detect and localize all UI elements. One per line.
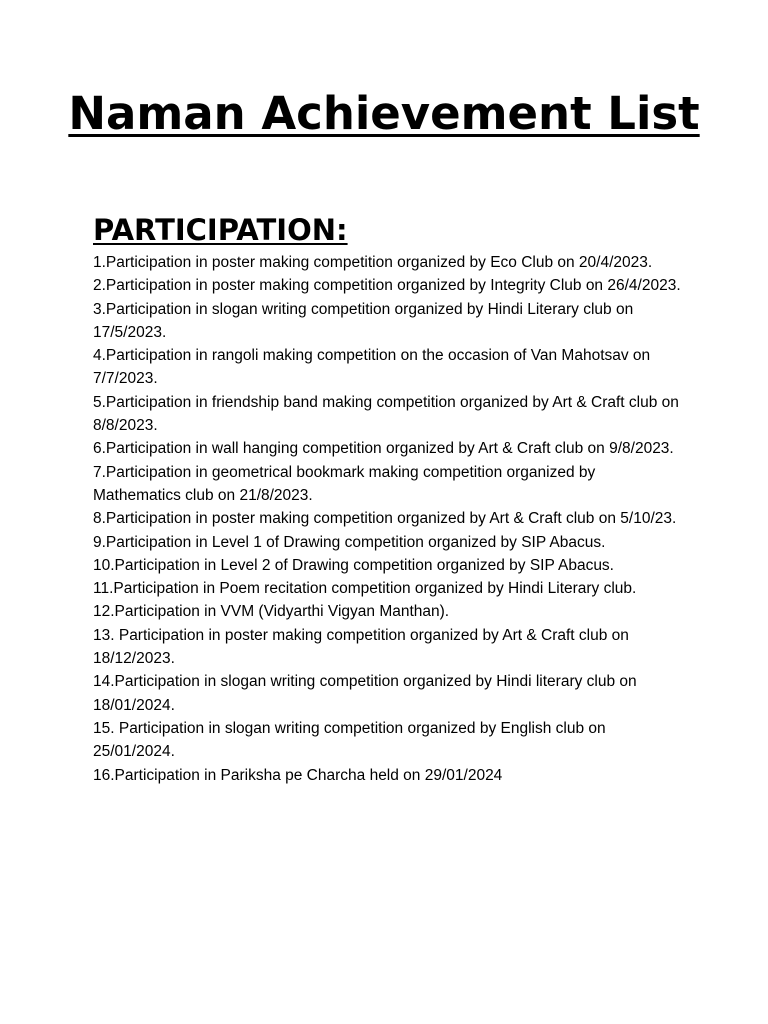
list-item: 3.Participation in slogan writing competition organized by Hindi Literary club on 17/5/2023.: [93, 300, 634, 341]
list-item: 11.Participation in Poem recitation competition organized by Hindi Literary club.: [93, 580, 637, 598]
list-item: 2.Participation in poster making competition organized by Integrity Club on 26/4/2023.: [93, 277, 681, 295]
list-item: 5.Participation in friendship band making competition organized by Art & Craft club on 8/8/2023.: [93, 393, 679, 435]
list-item: 6.Participation in wall hanging competition organized by Art & Craft club on 9/8/2023.: [93, 440, 674, 458]
list-item: 15. Participation in slogan writing competition organized by English club on 25/01/2024.: [93, 719, 606, 761]
list-item: 14.Participation in slogan writing competition organized by Hindi literary club on 18/01/2024.: [93, 673, 637, 714]
list-item: 8.Participation in poster making competition organized by Art & Craft club on 5/10/23.: [93, 510, 677, 528]
participation-list: [93, 251, 683, 787]
document-title: Naman Achievement List: [68, 87, 700, 140]
list-item: 12.Participation in VVM (Vidyarthi Vigyan Manthan).: [93, 603, 450, 621]
list-item: 10.Participation in Level 2 of Drawing competition organized by SIP Abacus.: [93, 556, 614, 574]
list-item: 1.Participation in poster making competition organized by Eco Club on 20/4/2023.: [93, 254, 653, 271]
list-item: 16.Participation in Pariksha pe Charcha held on 29/01/2024: [93, 766, 503, 784]
list-item: 13. Participation in poster making competition organized by Art & Craft club on 18/12/2023.: [93, 626, 629, 668]
section-heading-participation: PARTICIPATION:: [93, 213, 348, 247]
list-item: 4.Participation in rangoli making competition on the occasion of Van Mahotsav on 7/7/2023.: [93, 347, 651, 388]
list-item: 7.Participation in geometrical bookmark making competition organized by Mathematics club on 21/8/2023.: [93, 463, 596, 504]
list-item: 9.Participation in Level 1 of Drawing competition organized by SIP Abacus.: [93, 533, 606, 551]
